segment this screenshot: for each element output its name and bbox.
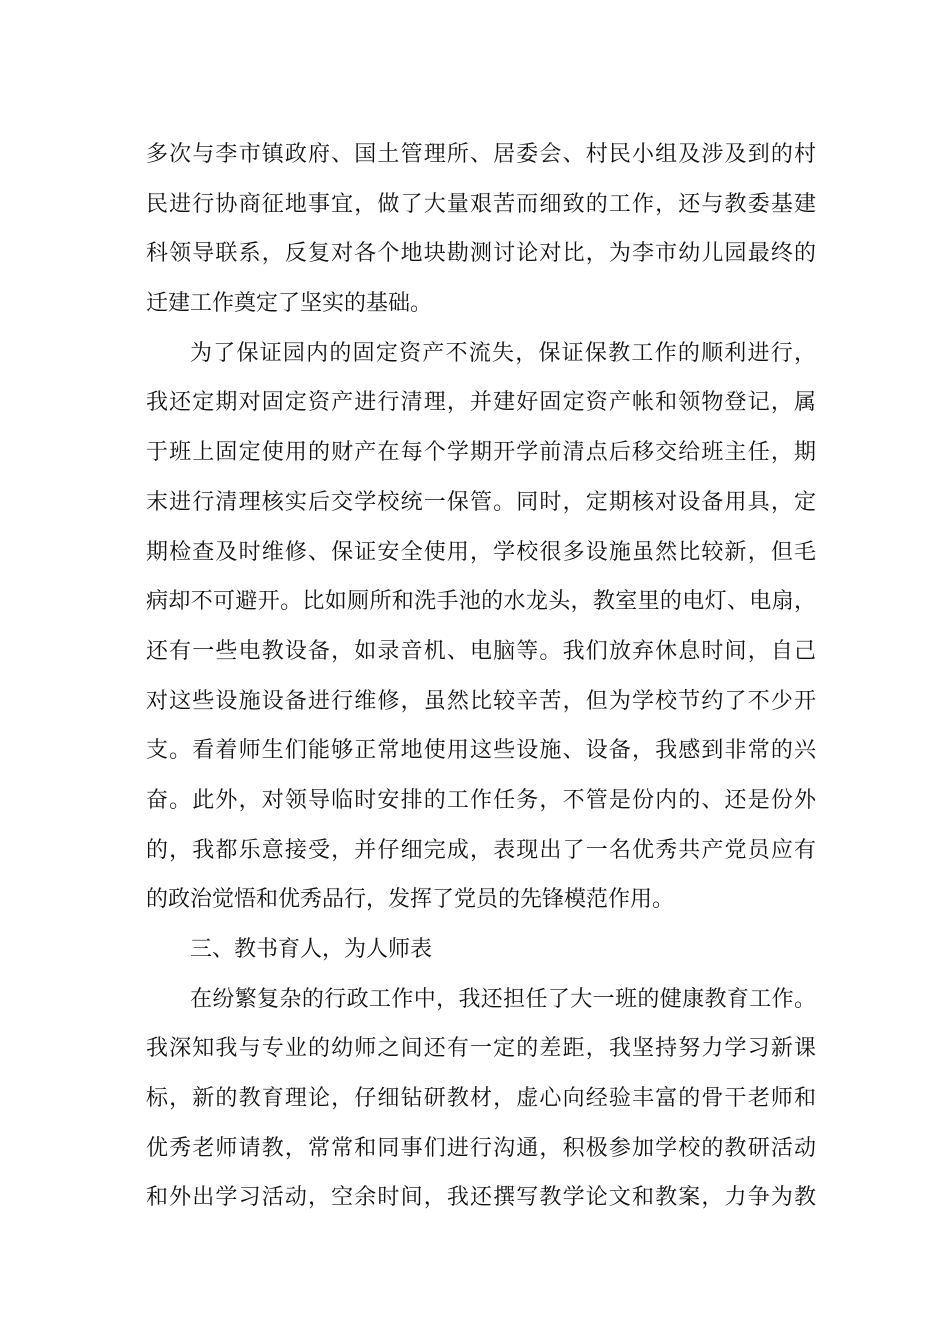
text-line: 多次与李市镇政府、国土管理所、居委会、村民小组及涉及到的村 — [146, 142, 816, 167]
text-line: 民进行协商征地事宜，做了大量艰苦而细致的工作，还与教委基建 — [146, 191, 816, 217]
text-line: 还有一些电教设备，如录音机、电脑等。我们放弃休息时间，自己 — [146, 638, 816, 664]
text-line: 科领导联系，反复对各个地块勘测讨论对比，为李市幼儿园最终的 — [146, 241, 816, 267]
text-line: 我还定期对固定资产进行清理，并建好固定资产帐和领物登记，属 — [146, 390, 816, 416]
text-line: 为了保证园内的固定资产不流失，保证保教工作的顺利进行， — [190, 340, 816, 366]
text-line: 优秀老师请教，常常和同事们进行沟通，积极参加学校的教研活动 — [146, 1135, 816, 1161]
text-line: 期检查及时维修、保证安全使用，学校很多设施虽然比较新，但毛 — [146, 539, 816, 565]
text-line: 支。看着师生们能够正常地使用这些设施、设备，我感到非常的兴 — [146, 738, 816, 764]
text-line: 病却不可避开。比如厕所和洗手池的水龙头，教室里的电灯、电扇， — [146, 589, 816, 615]
text-line: 标，新的教育理论，仔细钻研教材，虚心向经验丰富的骨干老师和 — [146, 1086, 816, 1112]
text-line: 于班上固定使用的财产在每个学期开学前清点后移交给班主任，期 — [146, 440, 816, 466]
text-line: 末进行清理核实后交学校统一保管。同时，定期核对设备用具，定 — [146, 489, 816, 515]
section-heading: 三、教书育人，为人师表 — [190, 937, 433, 962]
text-line: 对这些设施设备进行维修，虽然比较辛苦，但为学校节约了不少开 — [146, 688, 816, 714]
text-line: 奋。此外，对领导临时安排的工作任务，不管是份内的、还是份外 — [146, 787, 816, 813]
body-text — [146, 130, 816, 1223]
text-line: 和外出学习活动，空余时间，我还撰写教学论文和教案，力争为教 — [146, 1185, 816, 1211]
text-line: 的，我都乐意接受，并仔细完成，表现出了一名优秀共产党员应有 — [146, 837, 816, 863]
text-line: 我深知我与专业的幼师之间还有一定的差距，我坚持努力学习新课 — [146, 1036, 816, 1062]
text-line: 迁建工作奠定了坚实的基础。 — [146, 291, 433, 317]
text-line: 在纷繁复杂的行政工作中，我还担任了大一班的健康教育工作。 — [190, 986, 816, 1012]
text-line: 的政治觉悟和优秀品行，发挥了党员的先锋模范作用。 — [146, 887, 675, 913]
